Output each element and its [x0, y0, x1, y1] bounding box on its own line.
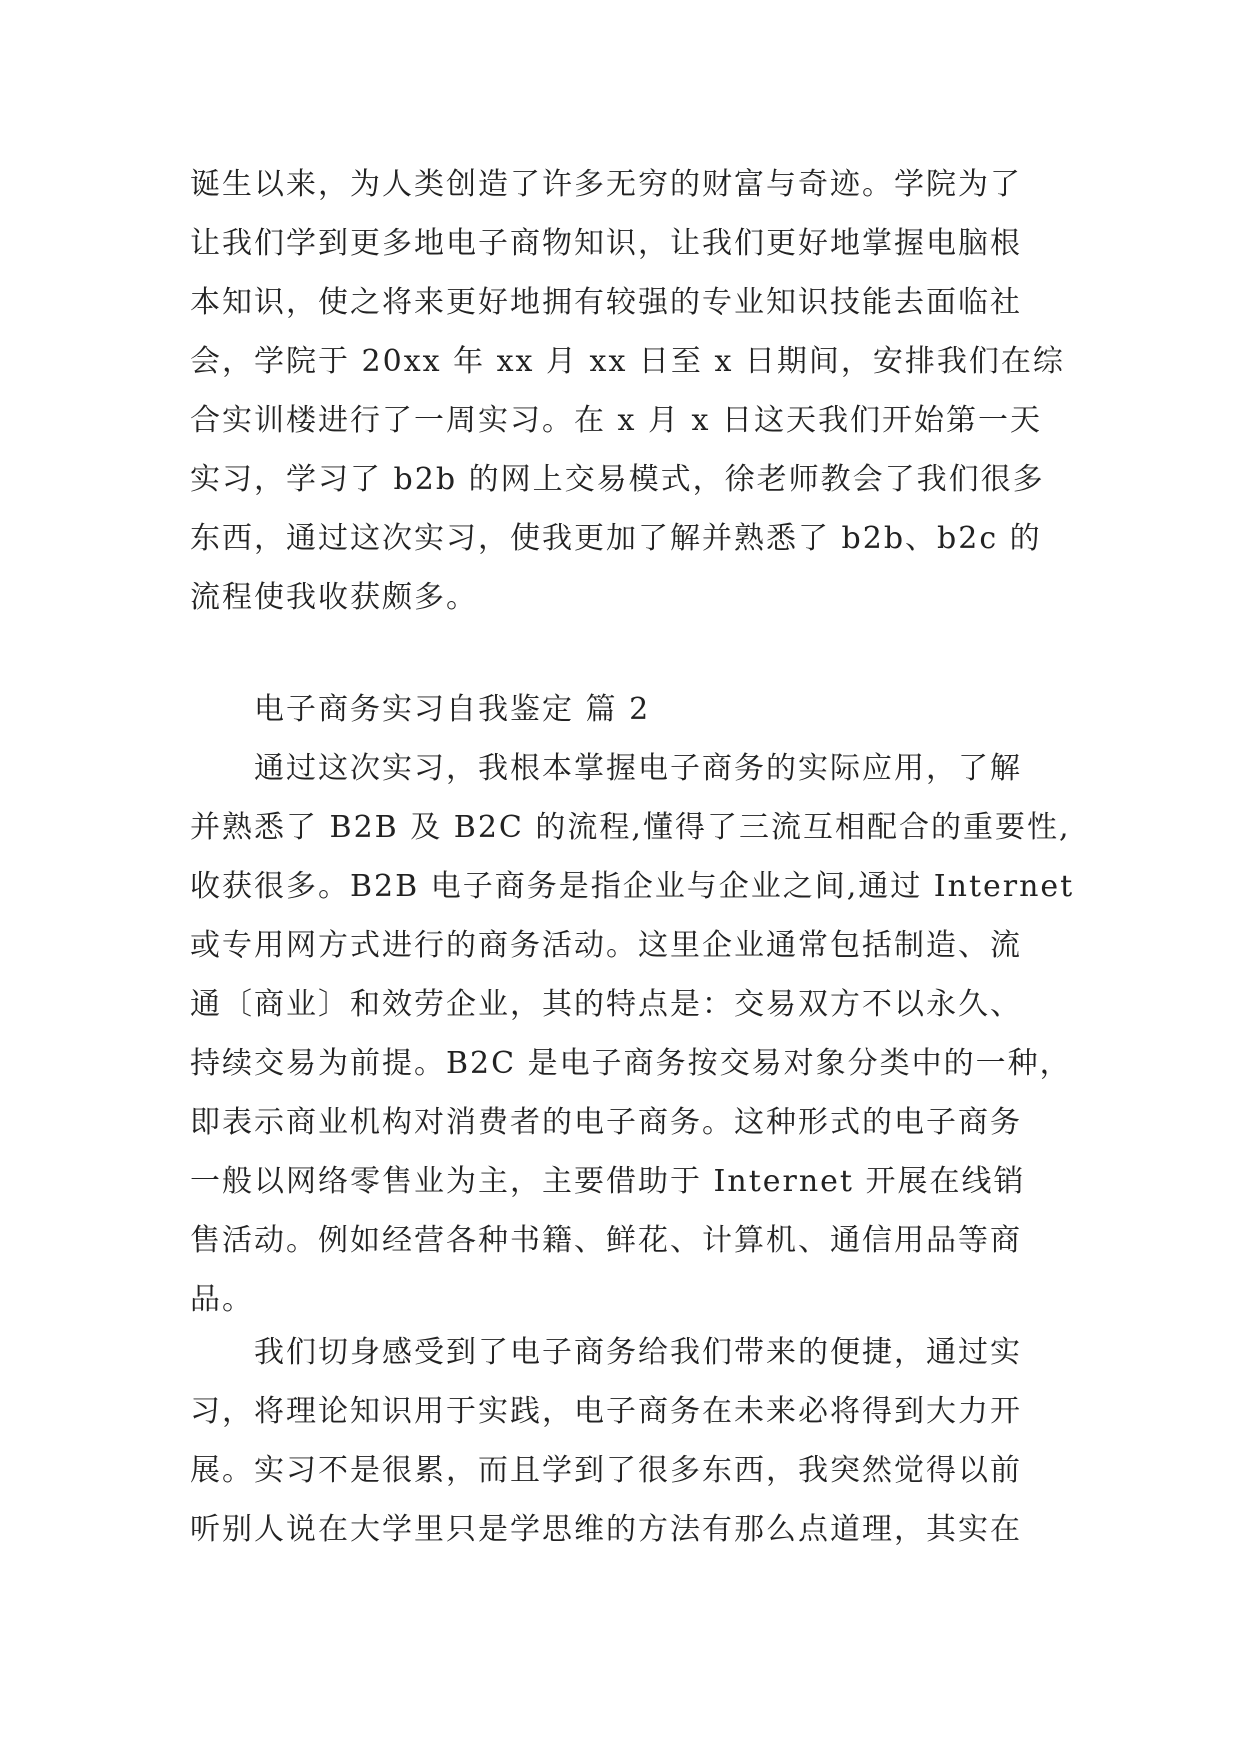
text-line: 习，将理论知识用于实践，电子商务在未来必将得到大力开 — [190, 1394, 1022, 1429]
text-line: 东西，通过这次实习，使我更加了解并熟悉了 b2b、b2c 的 — [190, 521, 1042, 556]
text-line: 会，学院于 20xx 年 xx 月 xx 日至 x 日期间，安排我们在综 — [190, 344, 1065, 379]
text-line: 或专用网方式进行的商务活动。这里企业通常包括制造、流 — [190, 928, 1022, 963]
text-line: 售活动。例如经营各种书籍、鲜花、计算机、通信用品等商 — [190, 1223, 1022, 1258]
section-2 — [190, 680, 1075, 1329]
text-line: 并熟悉了 B2B 及 B2C 的流程,懂得了三流互相配合的重要性, — [190, 810, 1071, 845]
text-line: 流程使我收获颇多。 — [190, 580, 478, 615]
paragraph-3 — [190, 1323, 1060, 1559]
text-line: 让我们学到更多地电子商物知识，让我们更好地掌握电脑根 — [190, 226, 1022, 261]
section-heading: 电子商务实习自我鉴定 篇 2 — [254, 692, 651, 727]
text-line: 诞生以来，为人类创造了许多无穷的财富与奇迹。学院为了 — [190, 167, 1022, 202]
text-line: 收获很多。B2B 电子商务是指企业与企业之间,通过 Internet — [190, 869, 1075, 904]
text-line: 我们切身感受到了电子商务给我们带来的便捷，通过实 — [254, 1335, 1022, 1370]
text-line: 展。实习不是很累，而且学到了很多东西，我突然觉得以前 — [190, 1453, 1022, 1488]
text-line: 持续交易为前提。B2C 是电子商务按交易对象分类中的一种， — [190, 1046, 1072, 1081]
text-line: 实习，学习了 b2b 的网上交易模式，徐老师教会了我们很多 — [190, 462, 1045, 497]
text-line: 品。 — [190, 1282, 254, 1317]
text-line: 通〔商业〕和效劳企业，其的特点是：交易双方不以永久、 — [190, 987, 1022, 1022]
text-line: 通过这次实习，我根本掌握电子商务的实际应用，了解 — [254, 751, 1022, 786]
text-line: 即表示商业机构对消费者的电子商务。这种形式的电子商务 — [190, 1105, 1022, 1140]
paragraph-continued — [190, 155, 1065, 627]
text-line: 一般以网络零售业为主，主要借助于 Internet 开展在线销 — [190, 1164, 1026, 1199]
text-line: 合实训楼进行了一周实习。在 x 月 x 日这天我们开始第一天 — [190, 403, 1042, 438]
text-line: 听别人说在大学里只是学思维的方法有那么点道理，其实在 — [190, 1512, 1022, 1547]
text-line: 本知识，使之将来更好地拥有较强的专业知识技能去面临社 — [190, 285, 1022, 320]
